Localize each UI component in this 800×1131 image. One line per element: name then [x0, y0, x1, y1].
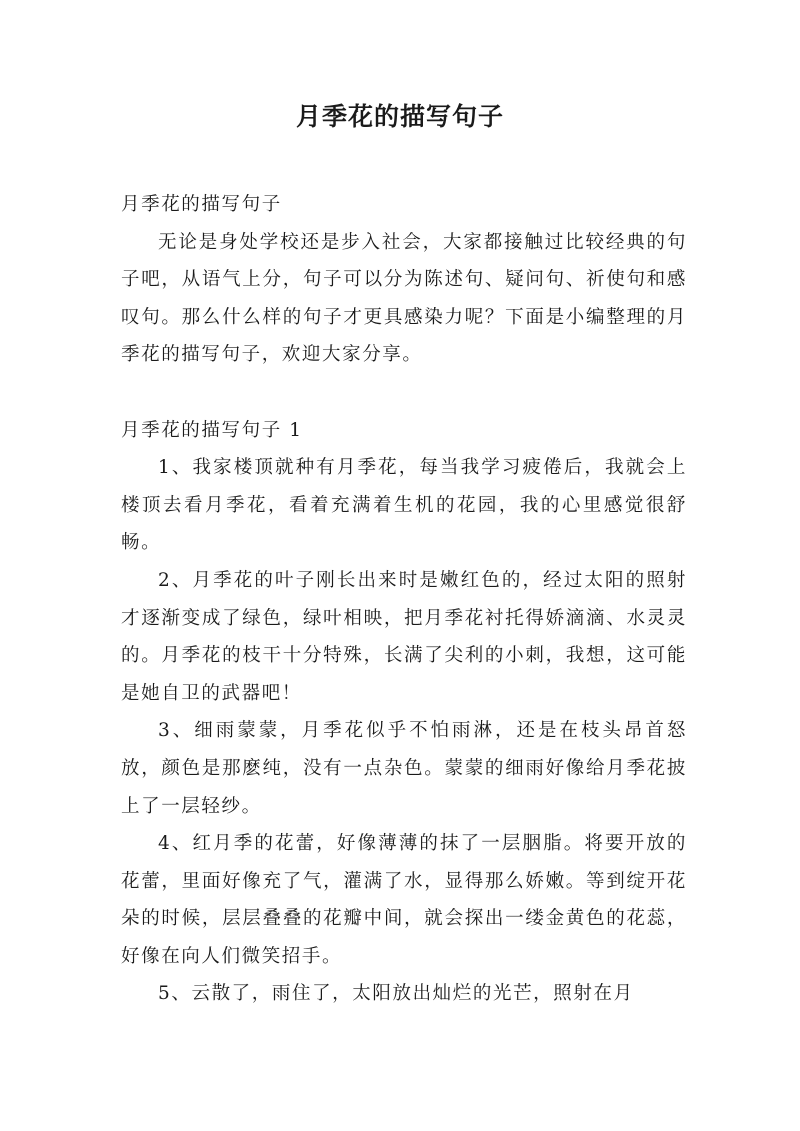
- list-item: 4、红月季的花蕾，好像薄薄的抹了一层胭脂。将要开放的花蕾，里面好像充了气，灌满了水，显得那么娇嫩。等到绽开花朵的时候，层层叠叠的花瓣中间，就会探出一缕金黄色的花蕊，好像在向人们微笑招手。: [121, 833, 687, 967]
- section-heading: 月季花的描写句子 1: [121, 419, 303, 441]
- list-item: 3、细雨蒙蒙，月季花似乎不怕雨淋，还是在枝头昂首怒放，颜色是那麽纯，没有一点杂色。蒙蒙的细雨好像给月季花披上了一层轻纱。: [121, 720, 687, 817]
- list-item: 5、云散了，雨住了，太阳放出灿烂的光芒，照射在月: [158, 983, 634, 1005]
- blank-line: [121, 374, 687, 412]
- document-body: [121, 186, 687, 1013]
- list-item: 2、月季花的叶子刚长出来时是嫩红色的，经过太阳的照射才逐渐变成了绿色，绿叶相映，把月季花衬托得娇滴滴、水灵灵的。月季花的枝干十分特殊，长满了尖利的小刺，我想，这可能是她自卫的武器吧！: [121, 569, 687, 704]
- intro-heading: 月季花的描写句子: [121, 194, 282, 215]
- intro-paragraph: 无论是身处学校还是步入社会，大家都接触过比较经典的句子吧，从语气上分，句子可以分为陈述句、疑问句、祈使句和感叹句。那么什么样的句子才更具感染力呢？下面是小编整理的月季花的描写句子，欢迎大家分享。: [121, 231, 687, 366]
- list-item: 1、我家楼顶就种有月季花，每当我学习疲倦后，我就会上楼顶去看月季花，看着充满着生机的花园，我的心里感觉很舒畅。: [121, 457, 687, 554]
- page-title: 月季花的描写句子: [295, 102, 504, 131]
